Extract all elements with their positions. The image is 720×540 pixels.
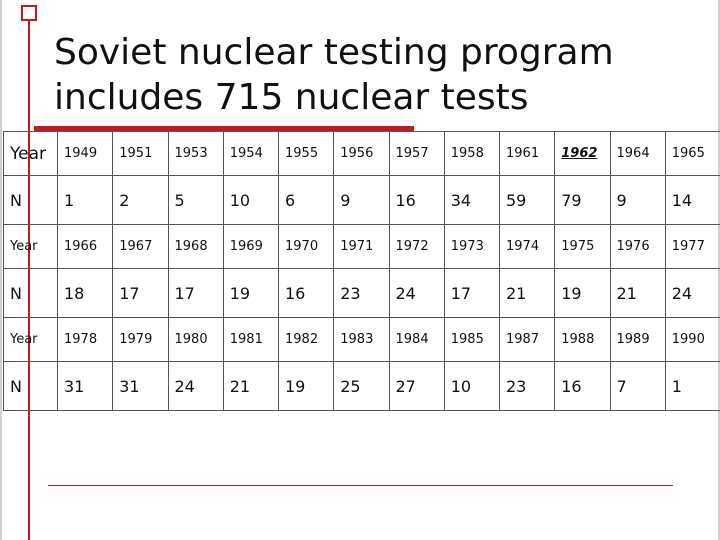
year-cell: 1956	[334, 132, 389, 176]
count-cell: 7	[610, 362, 665, 411]
year-cell: 1962	[555, 132, 610, 176]
year-label-cell: Year	[4, 132, 58, 176]
count-cell: 16	[555, 362, 610, 411]
count-cell: 14	[665, 176, 720, 225]
count-label-cell: N	[4, 176, 58, 225]
year-cell: 1987	[500, 318, 555, 362]
year-cell: 1979	[113, 318, 168, 362]
count-cell: 17	[168, 269, 223, 318]
year-cell: 1964	[610, 132, 665, 176]
year-cell: 1969	[223, 225, 278, 269]
count-cell: 9	[334, 176, 389, 225]
count-cell: 6	[279, 176, 334, 225]
year-cell: 1984	[389, 318, 444, 362]
count-cell: 21	[223, 362, 278, 411]
count-cell: 31	[58, 362, 113, 411]
year-cell: 1978	[58, 318, 113, 362]
count-cell: 16	[279, 269, 334, 318]
count-cell: 19	[223, 269, 278, 318]
count-cell: 17	[444, 269, 499, 318]
year-cell: 1968	[168, 225, 223, 269]
count-cell: 21	[610, 269, 665, 318]
count-cell: 24	[665, 269, 720, 318]
year-cell: 1989	[610, 318, 665, 362]
count-cell: 34	[444, 176, 499, 225]
count-cell: 1	[58, 176, 113, 225]
year-cell: 1957	[389, 132, 444, 176]
year-cell: 1977	[665, 225, 720, 269]
count-cell: 31	[113, 362, 168, 411]
year-cell: 1955	[279, 132, 334, 176]
year-cell: 1983	[334, 318, 389, 362]
year-cell: 1965	[665, 132, 720, 176]
count-cell: 27	[389, 362, 444, 411]
year-cell: 1953	[168, 132, 223, 176]
year-cell: 1954	[223, 132, 278, 176]
year-cell: 1988	[555, 318, 610, 362]
count-cell: 18	[58, 269, 113, 318]
year-cell: 1985	[444, 318, 499, 362]
year-cell: 1961	[500, 132, 555, 176]
count-cell: 2	[113, 176, 168, 225]
count-cell: 19	[555, 269, 610, 318]
count-cell: 19	[279, 362, 334, 411]
year-cell: 1982	[279, 318, 334, 362]
count-row	[4, 362, 720, 411]
count-cell: 17	[113, 269, 168, 318]
year-cell: 1990	[665, 318, 720, 362]
year-cell: 1980	[168, 318, 223, 362]
count-cell: 10	[444, 362, 499, 411]
year-cell: 1966	[58, 225, 113, 269]
count-row	[4, 269, 720, 318]
title-line-1: Soviet nuclear testing program	[54, 32, 614, 73]
count-cell: 21	[500, 269, 555, 318]
year-cell: 1951	[113, 132, 168, 176]
year-row	[4, 225, 720, 269]
count-cell: 1	[665, 362, 720, 411]
count-row	[4, 176, 720, 225]
bottom-rule	[48, 485, 673, 486]
count-label-cell: N	[4, 362, 58, 411]
year-label-cell: Year	[4, 318, 58, 362]
year-cell: 1972	[389, 225, 444, 269]
year-row	[4, 318, 720, 362]
title-line-2: includes 715 nuclear tests	[54, 77, 529, 118]
count-cell: 24	[389, 269, 444, 318]
count-cell: 24	[168, 362, 223, 411]
year-cell: 1949	[58, 132, 113, 176]
count-cell: 10	[223, 176, 278, 225]
count-cell: 23	[500, 362, 555, 411]
year-cell: 1981	[223, 318, 278, 362]
count-cell: 16	[389, 176, 444, 225]
year-cell: 1967	[113, 225, 168, 269]
count-cell: 5	[168, 176, 223, 225]
year-label-cell: Year	[4, 225, 58, 269]
year-cell: 1975	[555, 225, 610, 269]
year-row	[4, 132, 720, 176]
count-cell: 25	[334, 362, 389, 411]
count-label-cell: N	[4, 269, 58, 318]
slide-frame-left	[0, 0, 2, 540]
count-cell: 9	[610, 176, 665, 225]
year-cell: 1971	[334, 225, 389, 269]
year-cell: 1973	[444, 225, 499, 269]
count-cell: 59	[500, 176, 555, 225]
year-cell: 1976	[610, 225, 665, 269]
year-cell: 1970	[279, 225, 334, 269]
nuclear-tests-table	[3, 131, 720, 411]
year-cell: 1974	[500, 225, 555, 269]
count-cell: 79	[555, 176, 610, 225]
slide-title	[54, 30, 694, 120]
year-cell: 1958	[444, 132, 499, 176]
count-cell: 23	[334, 269, 389, 318]
